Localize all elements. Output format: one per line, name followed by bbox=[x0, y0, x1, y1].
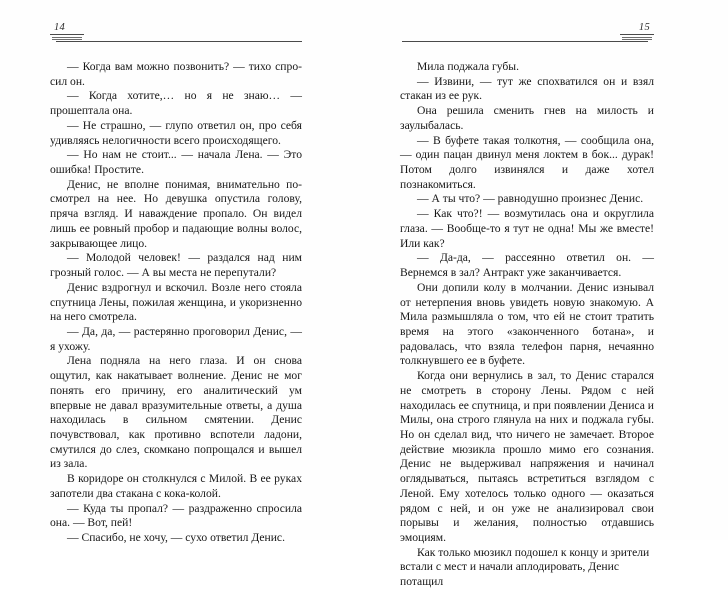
paragraph: Как только мюзикл подошел к концу и зрители встали с мест и начали аплодировать, Денис потащил bbox=[400, 545, 650, 589]
body-text-right bbox=[400, 60, 654, 590]
paragraph: — Но нам не стоит... — начала Лена. — Это ошибка! Простите. bbox=[50, 148, 302, 177]
header-rule-stack-right bbox=[400, 33, 654, 45]
folio-left: 14 bbox=[54, 22, 66, 33]
paragraph: Лена подняла на него глаза. И он снова ощутил, как накатывает волнение. Денис не мог понять его причину, его аналитический ум впервые не давал вразумительные ответы, а душа находилась в сильном смятении. Денис почувствовал, как противно вспотели ладони, смутился до слез, скомкано попрощался и вышел из зала. bbox=[50, 354, 302, 471]
header-rule-1 bbox=[620, 34, 654, 35]
paragraph: — Да-да, — рассеянно ответил он. — Вернемся в зал? Антракт уже заканчивается. bbox=[400, 251, 654, 280]
paragraph: Когда они вернулись в зал, то Денис старался не смотреть в сторону Лены. Рядом с ней находилась ее спутница, и при появлении Дениса и Милы, она строго глянула на них и поджала губы. Но он сделал вид, что ничего не замечает. Второе действие мюзикла прошло мимо его сознания. Денис не выдерживал напряжения и начинал оглядываться, пытаясь встретиться взглядом с Леной. Ему хотелось только одного — оказаться рядом с ней, и он уже не анализировал свои порывы и желания, полностью отдавшись эмоциям. bbox=[400, 369, 654, 544]
running-head-left bbox=[50, 22, 302, 48]
header-rule-stack-left bbox=[50, 33, 302, 45]
paragraph: — Когда хотите,… но я не знаю… — прошептала она. bbox=[50, 89, 302, 118]
body-text-left bbox=[50, 60, 302, 546]
header-rule-3 bbox=[52, 39, 82, 40]
paragraph: — Не страшно, — глупо ответил он, про себя удивляясь нелогичности всего происходящего. bbox=[50, 118, 302, 147]
paragraph: В коридоре он столкнулся с Милой. В ее руках запотели два стакана с кока-колой. bbox=[50, 472, 302, 500]
paragraph: — А ты что? — равнодушно произнес Денис. bbox=[417, 192, 644, 206]
paragraph: — Спасибо, не хочу, — сухо ответил Денис. bbox=[67, 531, 285, 544]
folio-right: 15 bbox=[638, 22, 650, 33]
paragraph: Денис, не вполне понимая, внимательно посмотрел на нее. Но девушка опустила голову, пряча взгляд. И наваждение пропало. Он видел лишь ее ровный пробор и падающие волны волос, закрывающее лицо. bbox=[50, 177, 302, 250]
paragraph: — Куда ты пропал? — раздраженно спросила она. — Вот, пей! bbox=[50, 501, 302, 530]
paragraph: — Извини, — тут же спохватился он и взял стакан из ее рук. bbox=[400, 74, 654, 103]
paragraph: Она решила сменить гнев на милость и заулыбалась. bbox=[400, 104, 654, 132]
header-rule-2 bbox=[622, 37, 652, 38]
header-rule-4 bbox=[402, 41, 648, 42]
page-left bbox=[0, 0, 364, 544]
paragraph: — Молодой человек! — раздался над ним грозный голос. — А вы места не перепутали? bbox=[50, 251, 302, 280]
running-head-right bbox=[400, 22, 654, 48]
paragraph: Мила поджала губы. bbox=[417, 60, 519, 73]
paragraph: — В буфете такая толкотня, — сообщила она, — один пацан двинул меня локтем в бок... дурак! Потом долго извинялся и даже хотел познакомиться. bbox=[400, 133, 654, 191]
header-rule-2 bbox=[52, 37, 82, 38]
paragraph: Денис вздрогнул и вскочил. Возле него стояла спутница Лены, пожилая женщина, и укоризненно на него смотрела. bbox=[50, 280, 302, 324]
paragraph: — Когда вам можно позвонить? — тихо спросил он. bbox=[50, 60, 302, 88]
paragraph: — Да, да, — растерянно проговорил Денис, — я ухожу. bbox=[50, 324, 302, 353]
header-rule-4 bbox=[56, 41, 302, 42]
header-rule-1 bbox=[50, 34, 84, 35]
paragraph: — Как что?! — возмутилась она и округлила глаза. — Вообще-то я тут не одна! Мы же вместе! Или как? bbox=[400, 207, 654, 250]
page-right bbox=[364, 0, 728, 589]
paragraph: Они допили колу в молчании. Денис изнывал от нетерпения вновь увидеть новую знакомую. А Мила размышляла о том, что ей не стоит тратить время на этого «законченного ботана», и радовалась, что взяла телефон парня, нечаянно толкнувшего ее в буфете. bbox=[400, 280, 654, 368]
header-rule-3 bbox=[622, 39, 652, 40]
